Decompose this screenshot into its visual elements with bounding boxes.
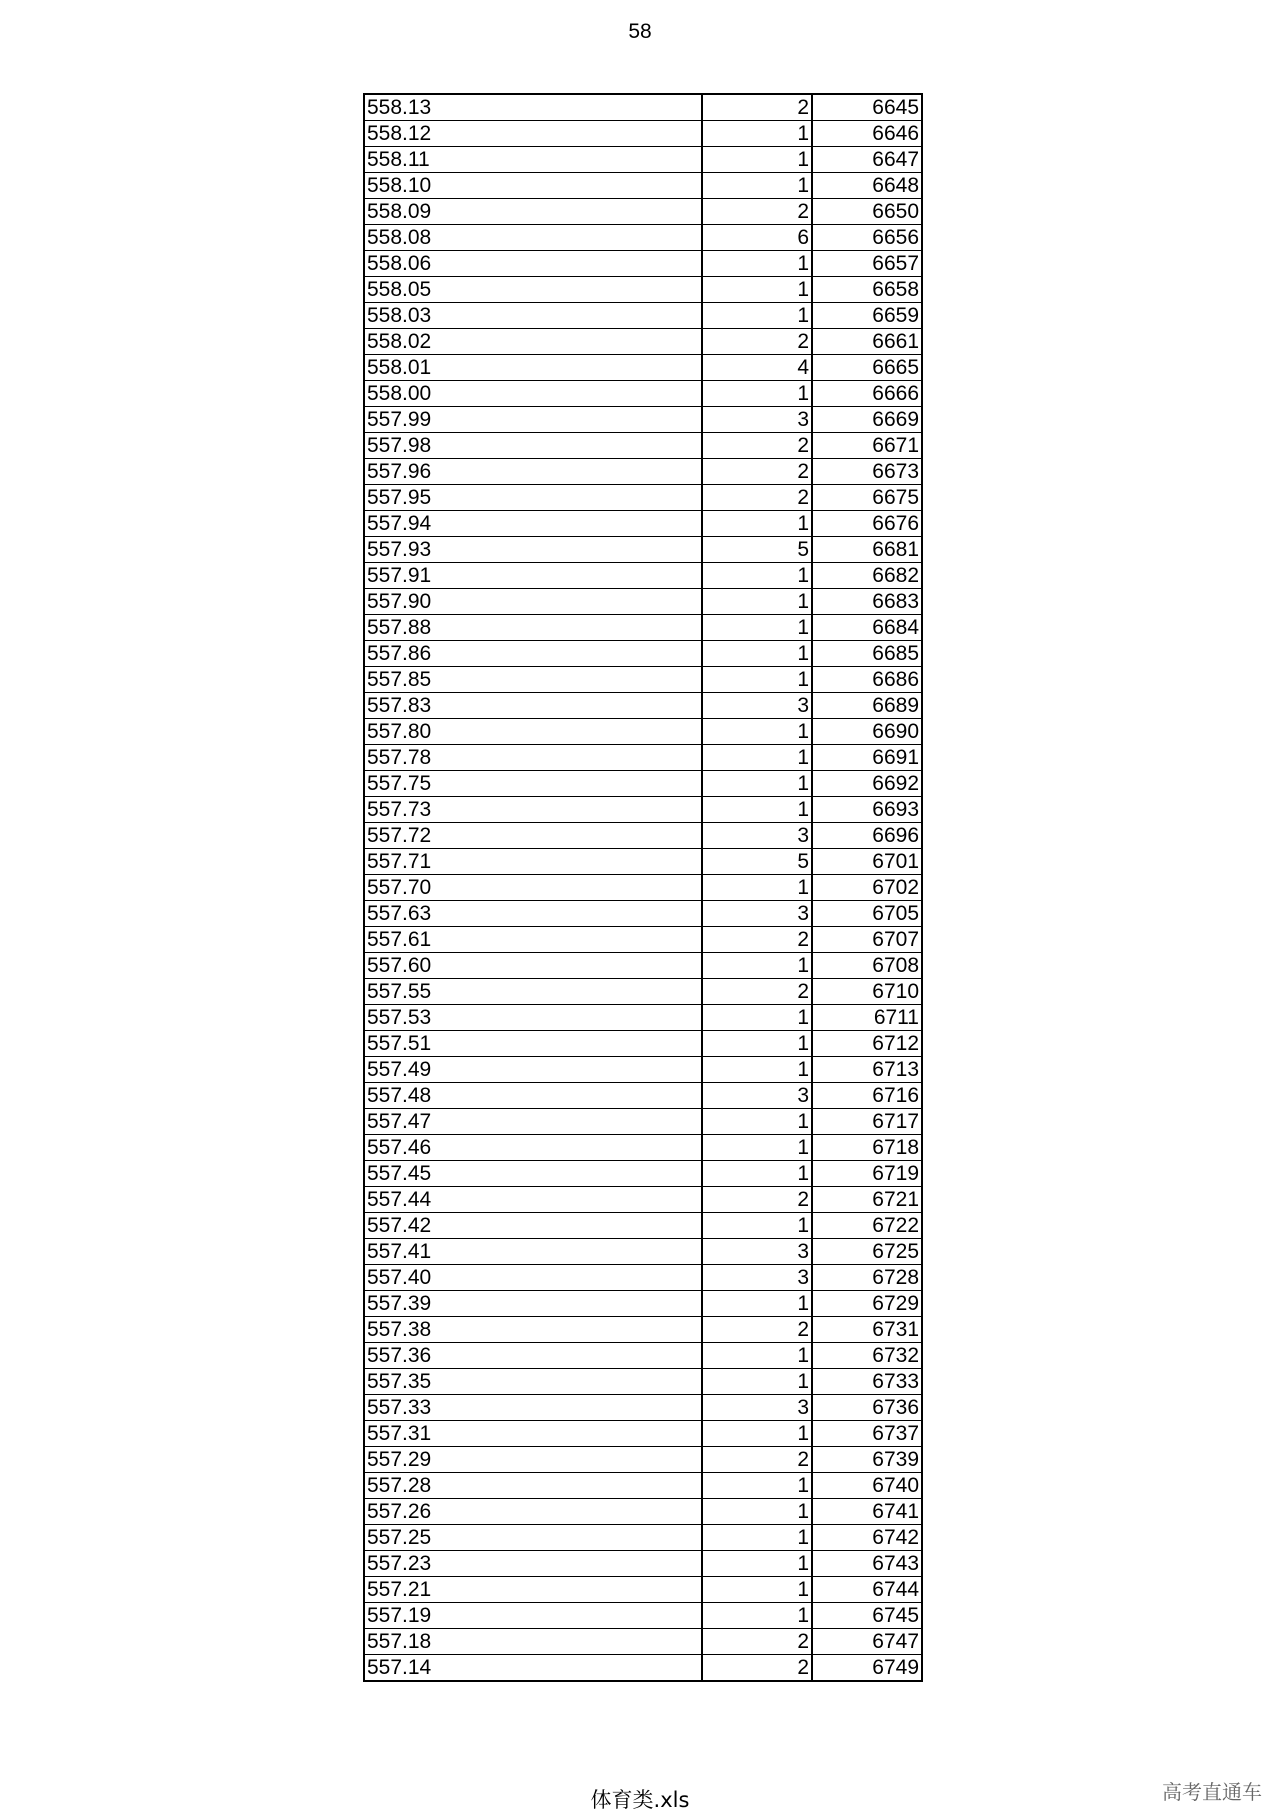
cumulative-cell: 6647 (812, 147, 922, 173)
table-row (364, 1447, 922, 1473)
table-row (364, 1655, 922, 1682)
count-cell: 1 (702, 1343, 812, 1369)
count-cell: 1 (702, 563, 812, 589)
table-row (364, 1057, 922, 1083)
table-row (364, 953, 922, 979)
table-row (364, 1239, 922, 1265)
score-cell: 558.00 (364, 381, 702, 407)
score-cell: 557.55 (364, 979, 702, 1005)
score-cell: 557.90 (364, 589, 702, 615)
cumulative-cell: 6681 (812, 537, 922, 563)
score-cell: 558.06 (364, 251, 702, 277)
table-row (364, 251, 922, 277)
score-cell: 557.78 (364, 745, 702, 771)
cumulative-cell: 6656 (812, 225, 922, 251)
cumulative-cell: 6722 (812, 1213, 922, 1239)
footer-watermark: 高考直通车 (1162, 1780, 1262, 1804)
cumulative-cell: 6710 (812, 979, 922, 1005)
table-row (364, 1577, 922, 1603)
score-cell: 558.12 (364, 121, 702, 147)
cumulative-cell: 6696 (812, 823, 922, 849)
count-cell: 1 (702, 147, 812, 173)
count-cell: 3 (702, 407, 812, 433)
score-cell: 557.36 (364, 1343, 702, 1369)
count-cell: 3 (702, 1239, 812, 1265)
score-cell: 557.21 (364, 1577, 702, 1603)
table-row (364, 1135, 922, 1161)
score-cell: 557.60 (364, 953, 702, 979)
count-cell: 1 (702, 1499, 812, 1525)
cumulative-cell: 6684 (812, 615, 922, 641)
cumulative-cell: 6648 (812, 173, 922, 199)
cumulative-cell: 6741 (812, 1499, 922, 1525)
count-cell: 1 (702, 511, 812, 537)
score-cell: 557.91 (364, 563, 702, 589)
count-cell: 3 (702, 1265, 812, 1291)
score-cell: 557.38 (364, 1317, 702, 1343)
score-cell: 557.41 (364, 1239, 702, 1265)
table-row (364, 433, 922, 459)
count-cell: 1 (702, 1109, 812, 1135)
score-cell: 557.25 (364, 1525, 702, 1551)
score-cell: 557.72 (364, 823, 702, 849)
table-row (364, 1499, 922, 1525)
count-cell: 1 (702, 797, 812, 823)
table-row (364, 1265, 922, 1291)
cumulative-cell: 6692 (812, 771, 922, 797)
score-cell: 557.40 (364, 1265, 702, 1291)
score-cell: 557.70 (364, 875, 702, 901)
count-cell: 1 (702, 1161, 812, 1187)
cumulative-cell: 6675 (812, 485, 922, 511)
cumulative-cell: 6721 (812, 1187, 922, 1213)
cumulative-cell: 6683 (812, 589, 922, 615)
count-cell: 1 (702, 1291, 812, 1317)
table-row (364, 121, 922, 147)
table-row (364, 1109, 922, 1135)
footer-filename: 体育类.xls (590, 1788, 690, 1812)
table-row (364, 641, 922, 667)
cumulative-cell: 6657 (812, 251, 922, 277)
count-cell: 1 (702, 1421, 812, 1447)
cumulative-cell: 6707 (812, 927, 922, 953)
cumulative-cell: 6732 (812, 1343, 922, 1369)
table-row (364, 329, 922, 355)
score-cell: 557.46 (364, 1135, 702, 1161)
count-cell: 2 (702, 199, 812, 225)
cumulative-cell: 6676 (812, 511, 922, 537)
count-cell: 2 (702, 485, 812, 511)
count-cell: 4 (702, 355, 812, 381)
cumulative-cell: 6739 (812, 1447, 922, 1473)
score-cell: 557.23 (364, 1551, 702, 1577)
score-cell: 557.19 (364, 1603, 702, 1629)
count-cell: 1 (702, 953, 812, 979)
cumulative-cell: 6716 (812, 1083, 922, 1109)
count-cell: 1 (702, 1369, 812, 1395)
score-cell: 558.01 (364, 355, 702, 381)
score-cell: 558.03 (364, 303, 702, 329)
cumulative-cell: 6747 (812, 1629, 922, 1655)
count-cell: 1 (702, 173, 812, 199)
table-row (364, 667, 922, 693)
count-cell: 6 (702, 225, 812, 251)
count-cell: 2 (702, 927, 812, 953)
score-cell: 558.09 (364, 199, 702, 225)
score-cell: 557.73 (364, 797, 702, 823)
score-cell: 557.42 (364, 1213, 702, 1239)
table-row (364, 745, 922, 771)
cumulative-cell: 6737 (812, 1421, 922, 1447)
cumulative-cell: 6666 (812, 381, 922, 407)
cumulative-cell: 6646 (812, 121, 922, 147)
count-cell: 1 (702, 1473, 812, 1499)
cumulative-cell: 6743 (812, 1551, 922, 1577)
cumulative-cell: 6731 (812, 1317, 922, 1343)
table-row (364, 225, 922, 251)
table-row (364, 277, 922, 303)
score-cell: 557.44 (364, 1187, 702, 1213)
cumulative-cell: 6705 (812, 901, 922, 927)
table-row (364, 615, 922, 641)
count-cell: 2 (702, 1317, 812, 1343)
table-row (364, 771, 922, 797)
score-cell: 557.71 (364, 849, 702, 875)
count-cell: 2 (702, 1655, 812, 1682)
table-row (364, 589, 922, 615)
count-cell: 5 (702, 849, 812, 875)
count-cell: 1 (702, 615, 812, 641)
score-cell: 557.93 (364, 537, 702, 563)
cumulative-cell: 6749 (812, 1655, 922, 1682)
cumulative-cell: 6658 (812, 277, 922, 303)
table-row (364, 1369, 922, 1395)
cumulative-cell: 6711 (812, 1005, 922, 1031)
count-cell: 1 (702, 641, 812, 667)
count-cell: 1 (702, 1525, 812, 1551)
score-cell: 557.29 (364, 1447, 702, 1473)
score-cell: 557.14 (364, 1655, 702, 1682)
count-cell: 1 (702, 251, 812, 277)
table-row (364, 563, 922, 589)
score-cell: 557.26 (364, 1499, 702, 1525)
score-cell: 557.35 (364, 1369, 702, 1395)
score-cell: 557.75 (364, 771, 702, 797)
table-row (364, 1551, 922, 1577)
table-row (364, 1343, 922, 1369)
count-cell: 1 (702, 381, 812, 407)
table-row (364, 1473, 922, 1499)
count-cell: 1 (702, 1577, 812, 1603)
count-cell: 1 (702, 875, 812, 901)
score-cell: 558.10 (364, 173, 702, 199)
table-row (364, 927, 922, 953)
table-row (364, 797, 922, 823)
table-row (364, 719, 922, 745)
cumulative-cell: 6650 (812, 199, 922, 225)
count-cell: 3 (702, 1395, 812, 1421)
score-cell: 557.61 (364, 927, 702, 953)
cumulative-cell: 6701 (812, 849, 922, 875)
table-row (364, 355, 922, 381)
count-cell: 2 (702, 329, 812, 355)
count-cell: 1 (702, 1005, 812, 1031)
table-row (364, 407, 922, 433)
cumulative-cell: 6671 (812, 433, 922, 459)
score-cell: 557.99 (364, 407, 702, 433)
count-cell: 1 (702, 719, 812, 745)
cumulative-cell: 6682 (812, 563, 922, 589)
cumulative-cell: 6659 (812, 303, 922, 329)
table-row (364, 537, 922, 563)
cumulative-cell: 6665 (812, 355, 922, 381)
count-cell: 1 (702, 121, 812, 147)
cumulative-cell: 6702 (812, 875, 922, 901)
cumulative-cell: 6691 (812, 745, 922, 771)
count-cell: 1 (702, 1551, 812, 1577)
score-table (363, 93, 923, 1682)
cumulative-cell: 6719 (812, 1161, 922, 1187)
count-cell: 1 (702, 589, 812, 615)
cumulative-cell: 6717 (812, 1109, 922, 1135)
cumulative-cell: 6708 (812, 953, 922, 979)
cumulative-cell: 6718 (812, 1135, 922, 1161)
count-cell: 2 (702, 1187, 812, 1213)
count-cell: 1 (702, 303, 812, 329)
score-cell: 557.63 (364, 901, 702, 927)
count-cell: 2 (702, 979, 812, 1005)
score-cell: 558.08 (364, 225, 702, 251)
table-row (364, 1187, 922, 1213)
table-row (364, 459, 922, 485)
score-cell: 557.98 (364, 433, 702, 459)
count-cell: 3 (702, 823, 812, 849)
count-cell: 3 (702, 901, 812, 927)
table-row (364, 94, 922, 121)
cumulative-cell: 6661 (812, 329, 922, 355)
table-row (364, 1603, 922, 1629)
score-cell: 558.02 (364, 329, 702, 355)
table-row (364, 1083, 922, 1109)
table-row (364, 875, 922, 901)
table-row (364, 173, 922, 199)
cumulative-cell: 6740 (812, 1473, 922, 1499)
count-cell: 2 (702, 1629, 812, 1655)
score-cell: 557.33 (364, 1395, 702, 1421)
score-table-body (364, 94, 922, 1681)
score-cell: 558.05 (364, 277, 702, 303)
cumulative-cell: 6728 (812, 1265, 922, 1291)
table-row (364, 1161, 922, 1187)
cumulative-cell: 6736 (812, 1395, 922, 1421)
table-row (364, 303, 922, 329)
count-cell: 5 (702, 537, 812, 563)
count-cell: 1 (702, 771, 812, 797)
table-row (364, 1291, 922, 1317)
cumulative-cell: 6673 (812, 459, 922, 485)
count-cell: 1 (702, 667, 812, 693)
count-cell: 1 (702, 1135, 812, 1161)
score-cell: 557.96 (364, 459, 702, 485)
table-row (364, 693, 922, 719)
cumulative-cell: 6689 (812, 693, 922, 719)
score-cell: 557.94 (364, 511, 702, 537)
score-cell: 557.95 (364, 485, 702, 511)
table-row (364, 1031, 922, 1057)
cumulative-cell: 6645 (812, 94, 922, 121)
table-row (364, 901, 922, 927)
table-row (364, 1395, 922, 1421)
score-cell: 557.83 (364, 693, 702, 719)
table-row (364, 485, 922, 511)
count-cell: 1 (702, 1031, 812, 1057)
table-row (364, 381, 922, 407)
table-row (364, 511, 922, 537)
cumulative-cell: 6685 (812, 641, 922, 667)
table-row (364, 979, 922, 1005)
cumulative-cell: 6744 (812, 1577, 922, 1603)
score-cell: 557.39 (364, 1291, 702, 1317)
score-cell: 557.18 (364, 1629, 702, 1655)
cumulative-cell: 6733 (812, 1369, 922, 1395)
score-cell: 557.49 (364, 1057, 702, 1083)
count-cell: 1 (702, 277, 812, 303)
count-cell: 3 (702, 1083, 812, 1109)
count-cell: 1 (702, 745, 812, 771)
count-cell: 2 (702, 1447, 812, 1473)
cumulative-cell: 6742 (812, 1525, 922, 1551)
cumulative-cell: 6712 (812, 1031, 922, 1057)
cumulative-cell: 6729 (812, 1291, 922, 1317)
cumulative-cell: 6693 (812, 797, 922, 823)
table-row (364, 147, 922, 173)
cumulative-cell: 6713 (812, 1057, 922, 1083)
cumulative-cell: 6725 (812, 1239, 922, 1265)
score-cell: 557.85 (364, 667, 702, 693)
count-cell: 1 (702, 1213, 812, 1239)
score-cell: 557.45 (364, 1161, 702, 1187)
table-row (364, 1005, 922, 1031)
score-cell: 557.31 (364, 1421, 702, 1447)
score-cell: 557.88 (364, 615, 702, 641)
score-cell: 557.47 (364, 1109, 702, 1135)
score-cell: 557.80 (364, 719, 702, 745)
table-row (364, 823, 922, 849)
cumulative-cell: 6745 (812, 1603, 922, 1629)
cumulative-cell: 6690 (812, 719, 922, 745)
count-cell: 2 (702, 94, 812, 121)
score-cell: 557.51 (364, 1031, 702, 1057)
cumulative-cell: 6669 (812, 407, 922, 433)
table-row (364, 1213, 922, 1239)
table-row (364, 1629, 922, 1655)
count-cell: 2 (702, 433, 812, 459)
score-cell: 557.48 (364, 1083, 702, 1109)
score-cell: 558.11 (364, 147, 702, 173)
cumulative-cell: 6686 (812, 667, 922, 693)
page-number: 58 (628, 20, 652, 43)
count-cell: 2 (702, 459, 812, 485)
score-cell: 557.28 (364, 1473, 702, 1499)
table-row (364, 1525, 922, 1551)
count-cell: 1 (702, 1057, 812, 1083)
score-cell: 557.86 (364, 641, 702, 667)
count-cell: 3 (702, 693, 812, 719)
score-cell: 558.13 (364, 94, 702, 121)
table-row (364, 1317, 922, 1343)
table-row (364, 849, 922, 875)
table-row (364, 1421, 922, 1447)
score-cell: 557.53 (364, 1005, 702, 1031)
count-cell: 1 (702, 1603, 812, 1629)
table-row (364, 199, 922, 225)
